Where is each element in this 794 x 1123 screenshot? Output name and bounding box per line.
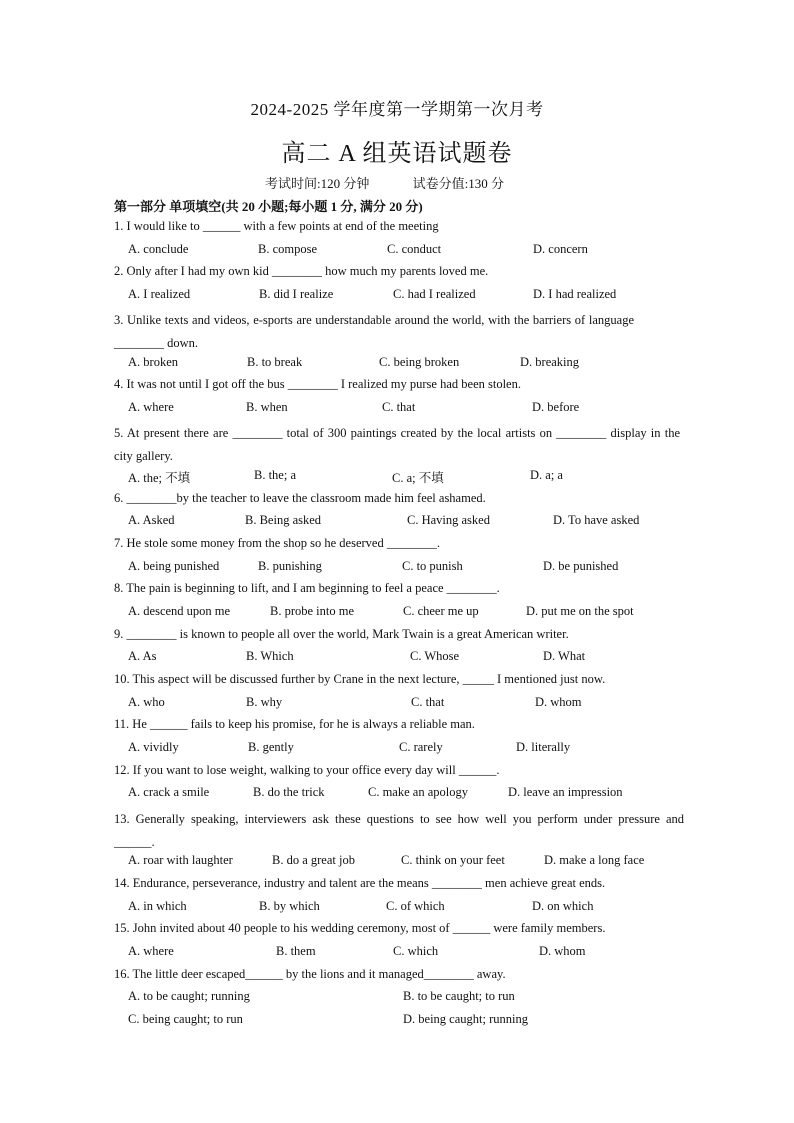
question-options	[128, 853, 728, 871]
question-options	[128, 1012, 728, 1030]
option-b: B. to be caught; to run	[403, 989, 515, 1003]
option-d: D. a; a	[530, 468, 563, 482]
option-b: B. Being asked	[245, 513, 322, 527]
option-d: D. whom	[539, 944, 586, 958]
option-b: B. when	[246, 400, 288, 414]
exam-time: 考试时间:120 分钟	[265, 176, 370, 191]
question-stem: 4. It was not until I got off the bus ________ I realized my purse had been stolen.	[114, 377, 521, 391]
question-stem: 11. He ______ fails to keep his promise, for he is always a reliable man.	[114, 717, 475, 731]
option-d: D. To have asked	[553, 513, 640, 527]
option-a: A. descend upon me	[128, 604, 231, 618]
question-options	[128, 740, 728, 758]
question-stem: 13. Generally speaking, interviewers ask these questions to see how well you perform under pressure and ______.	[114, 812, 684, 849]
option-b: B. to break	[247, 355, 303, 369]
term-title: 2024-2025 学年度第一学期第一次月考	[250, 100, 544, 119]
question-stem: 3. Unlike texts and videos, e-sports are understandable around the world, with the barriers of language ________ down.	[114, 313, 634, 350]
option-d: D. literally	[516, 740, 571, 754]
option-c: C. being caught; to run	[128, 1012, 243, 1026]
question-options	[128, 944, 728, 962]
question-options	[128, 604, 728, 622]
option-b: B. gently	[248, 740, 294, 754]
option-b: B. why	[246, 695, 283, 709]
question-stem: 10. This aspect will be discussed further by Crane in the next lecture, _____ I mentioned just now.	[114, 672, 606, 686]
question-stem: 6. ________by the teacher to leave the classroom made him feel ashamed.	[114, 491, 486, 505]
question-stem: 7. He stole some money from the shop so he deserved ________.	[114, 536, 440, 550]
option-b: B. punishing	[258, 559, 322, 573]
option-c: C. Having asked	[407, 513, 490, 527]
option-c: C. which	[393, 944, 439, 958]
option-c: C. that	[382, 400, 416, 414]
option-c: C. being broken	[379, 355, 460, 369]
option-a: A. As	[128, 649, 157, 663]
option-c: C. make an apology	[368, 785, 468, 799]
question-options	[128, 785, 728, 803]
exam-meta	[265, 173, 504, 192]
option-c: C. cheer me up	[403, 604, 479, 618]
option-d: D. leave an impression	[508, 785, 623, 799]
option-c: C. of which	[386, 899, 445, 913]
question-stem: 14. Endurance, perseverance, industry and talent are the means ________ men achieve great ends.	[114, 876, 606, 890]
option-c: C. to punish	[402, 559, 463, 573]
option-a: A. the; 不填	[128, 471, 191, 485]
option-a: A. crack a smile	[128, 785, 210, 799]
option-a: A. in which	[128, 899, 187, 913]
option-a: A. Asked	[128, 513, 175, 527]
option-c: C. that	[411, 695, 445, 709]
question-options	[128, 468, 728, 486]
question-stem: 12. If you want to lose weight, walking to your office every day will ______.	[114, 763, 500, 777]
question-stem: 8. The pain is beginning to lift, and I am beginning to feel a peace ________.	[114, 581, 500, 595]
exam-title: 高二 A 组英语试题卷	[281, 141, 513, 167]
option-b: B. Which	[246, 649, 294, 663]
question-options	[128, 899, 728, 917]
option-b: B. the; a	[254, 468, 297, 482]
option-d: D. make a long face	[544, 853, 645, 867]
question-stem: 15. John invited about 40 people to his wedding ceremony, most of ______ were family members.	[114, 921, 606, 935]
option-a: A. where	[128, 944, 174, 958]
question-stem: 2. Only after I had my own kid ________ how much my parents loved me.	[114, 264, 489, 278]
option-a: A. conclude	[128, 242, 189, 256]
question-stem: 9. ________ is known to people all over the world, Mark Twain is a great American writer.	[114, 627, 569, 641]
question-options	[128, 695, 728, 713]
option-b: B. probe into me	[270, 604, 355, 618]
question-options	[128, 242, 728, 260]
question-stem: 16. The little deer escaped______ by the lions and it managed________ away.	[114, 967, 506, 981]
option-c: C. Whose	[410, 649, 460, 663]
option-b: B. do a great job	[272, 853, 355, 867]
option-d: D. I had realized	[533, 287, 617, 301]
option-a: A. I realized	[128, 287, 191, 301]
option-a: A. broken	[128, 355, 178, 369]
option-d: D. on which	[532, 899, 594, 913]
option-a: A. being punished	[128, 559, 220, 573]
option-a: A. vividly	[128, 740, 179, 754]
option-d: D. being caught; running	[403, 1012, 528, 1026]
question-options	[128, 355, 728, 373]
option-c: C. rarely	[399, 740, 443, 754]
option-c: C. had I realized	[393, 287, 476, 301]
option-d: D. be punished	[543, 559, 619, 573]
option-a: A. who	[128, 695, 165, 709]
exam-score: 试卷分值:130 分	[412, 176, 504, 191]
question-options	[128, 513, 728, 531]
question-options	[128, 400, 728, 418]
question-options	[128, 559, 728, 577]
option-d: D. What	[543, 649, 586, 663]
question-stem: 5. At present there are ________ total of 300 paintings created by the local artists on ________ display in the city gallery.	[114, 426, 680, 463]
option-c: C. a; 不填	[392, 471, 444, 485]
option-b: B. by which	[259, 899, 320, 913]
option-d: D. whom	[535, 695, 582, 709]
option-d: D. breaking	[520, 355, 580, 369]
option-b: B. compose	[258, 242, 318, 256]
option-b: B. them	[276, 944, 316, 958]
option-a: A. to be caught; running	[128, 989, 250, 1003]
question-stem: 1. I would like to ______ with a few points at end of the meeting	[114, 219, 439, 233]
option-b: B. did I realize	[259, 287, 334, 301]
option-c: C. think on your feet	[401, 853, 505, 867]
option-a: A. where	[128, 400, 174, 414]
question-options	[128, 287, 728, 305]
option-b: B. do the trick	[253, 785, 325, 799]
option-a: A. roar with laughter	[128, 853, 233, 867]
option-c: C. conduct	[387, 242, 442, 256]
question-options	[128, 989, 728, 1007]
option-d: D. concern	[533, 242, 588, 256]
option-d: D. put me on the spot	[526, 604, 634, 618]
question-options	[128, 649, 728, 667]
section-title: 第一部分 单项填空(共 20 小题;每小题 1 分, 满分 20 分)	[114, 199, 423, 214]
option-d: D. before	[532, 400, 580, 414]
